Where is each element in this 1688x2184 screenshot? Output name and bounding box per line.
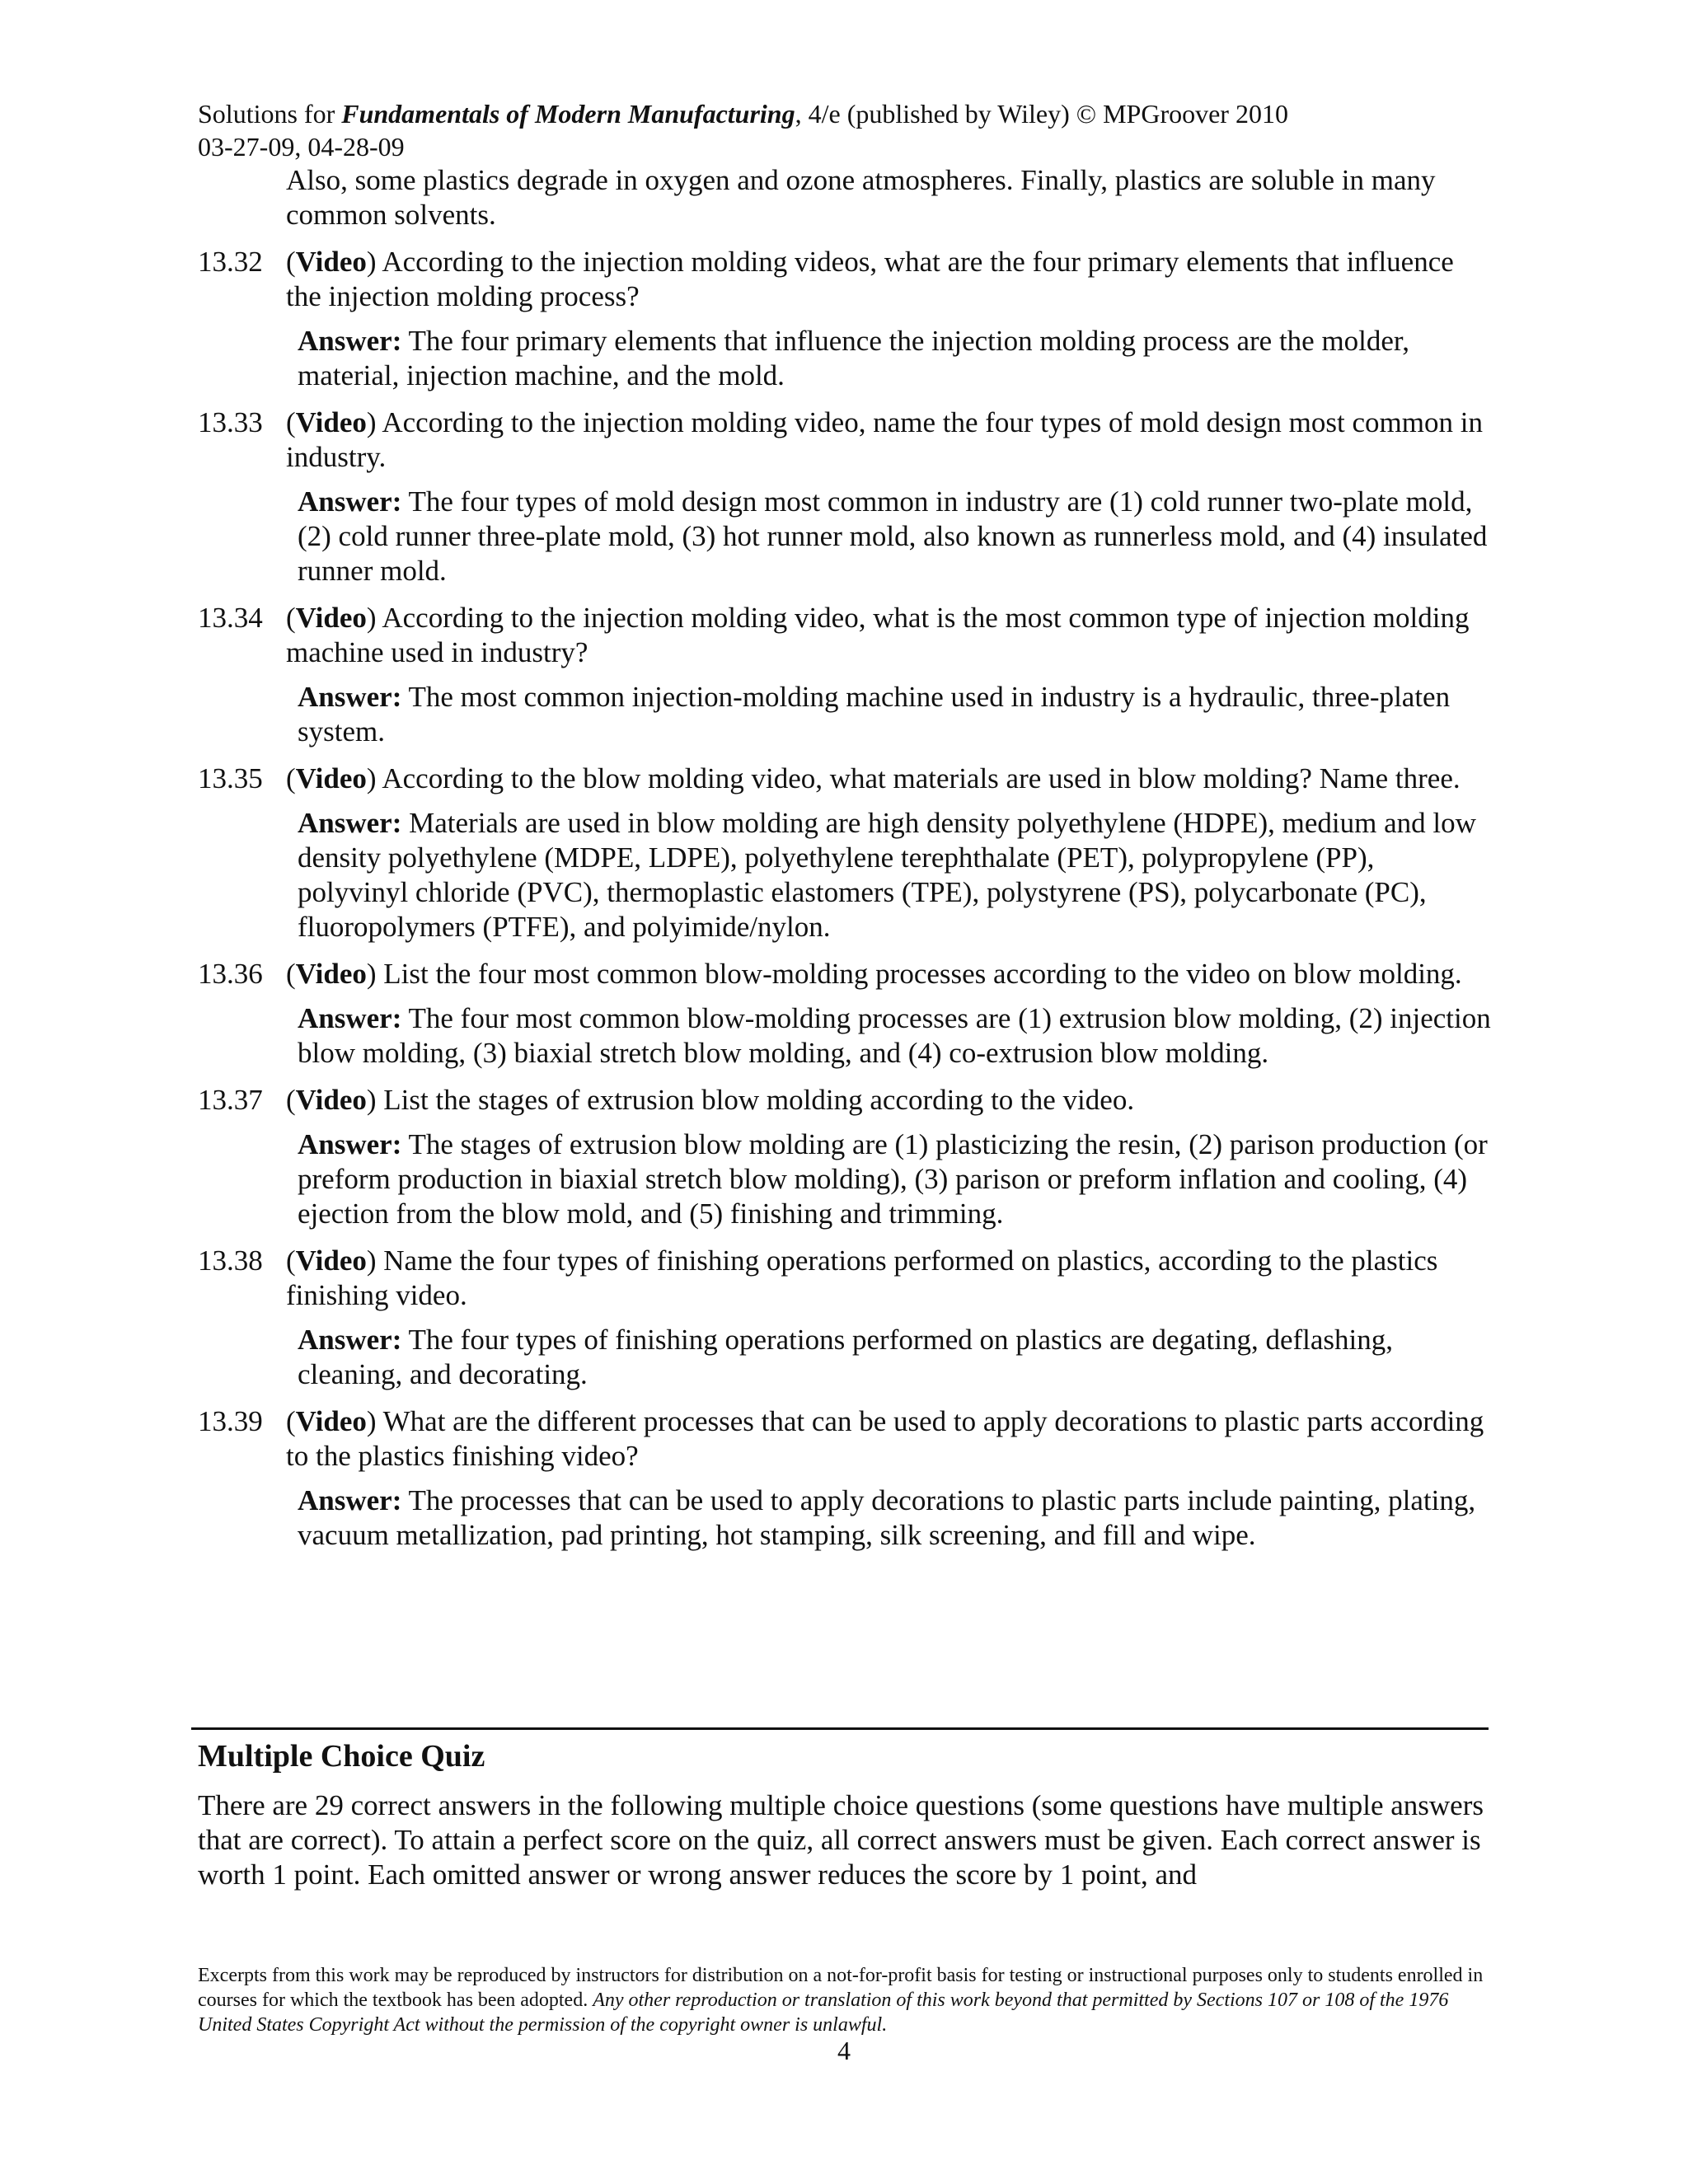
question-text: (Video) Name the four types of finishing operations performed on plastics, according to the plastics finishing video. bbox=[286, 1244, 1438, 1311]
question-number: 13.38 bbox=[198, 1244, 263, 1277]
question-body bbox=[286, 1083, 1492, 1244]
question-text: (Video) According to the injection molding video, what is the most common type of injection molding machine used in industry? bbox=[286, 602, 1470, 668]
answer-label: Answer: bbox=[298, 325, 402, 357]
question-number: 13.37 bbox=[198, 1084, 263, 1116]
question-block bbox=[198, 601, 1492, 762]
question-prompt: List the stages of extrusion blow molding according to the video. bbox=[383, 1084, 1135, 1116]
answer-content: The most common injection-molding machine used in industry is a hydraulic, three-platen system. bbox=[298, 681, 1451, 748]
question-number: 13.36 bbox=[198, 958, 263, 990]
question-prompt: According to the injection molding video, name the four types of mold design most common in industry. bbox=[286, 406, 1483, 473]
question-prompt: According to the blow molding video, what materials are used in blow molding? Name three. bbox=[382, 762, 1461, 794]
footer-italic-text: Any other reproduction or translation of this work beyond that permitted by Sections 107 or 108 of the 1976 United States Copyright Act without the permission of the copyright owner is unlawful. bbox=[198, 1990, 1449, 2036]
question-prompt: According to the injection molding video, what is the most common type of injection molding machine used in industry? bbox=[286, 602, 1470, 668]
answer-content: The stages of extrusion blow molding are (1) plasticizing the resin, (2) parison production (or preform production in biaxial stretch blow molding), (3) parison or preform inflation and cooling, (4) ejection from the blow mold, and (5) finishing and trimming. bbox=[298, 1128, 1488, 1230]
question-body bbox=[286, 405, 1492, 601]
question-block bbox=[198, 1083, 1492, 1244]
question-text: (Video) List the stages of extrusion blow molding according to the video. bbox=[286, 1084, 1135, 1116]
question-text: (Video) According to the injection molding video, name the four types of mold design most common in industry. bbox=[286, 406, 1483, 473]
page-number: 4 bbox=[837, 2036, 851, 2065]
answer-text bbox=[298, 1001, 1492, 1071]
question-number: 13.32 bbox=[198, 246, 263, 278]
answer-label: Answer: bbox=[298, 681, 402, 713]
quiz-section-title: Multiple Choice Quiz bbox=[198, 1739, 485, 1774]
answer-text bbox=[298, 680, 1492, 749]
answer-label: Answer: bbox=[298, 1324, 402, 1356]
video-label: Video bbox=[295, 958, 367, 990]
answer-content: The four types of finishing operations performed on plastics are degating, deflashing, cleaning, and decorating. bbox=[298, 1324, 1394, 1390]
question-text: (Video) According to the injection molding videos, what are the four primary elements that influence the injection molding process? bbox=[286, 246, 1454, 312]
answer-content: The four primary elements that influence the injection molding process are the molder, material, injection machine, and the mold. bbox=[298, 325, 1409, 391]
answer-label: Answer: bbox=[298, 485, 402, 518]
question-number: 13.34 bbox=[198, 602, 263, 634]
question-body bbox=[286, 957, 1492, 1083]
section-divider bbox=[191, 1727, 1489, 1730]
answer-label: Answer: bbox=[298, 807, 402, 839]
question-block bbox=[198, 1244, 1492, 1404]
video-label: Video bbox=[295, 1405, 367, 1437]
question-text: (Video) List the four most common blow-molding processes according to the video on blow molding. bbox=[286, 958, 1462, 990]
header-prefix: Solutions for bbox=[198, 99, 342, 129]
question-text: (Video) According to the blow molding video, what materials are used in blow molding? Name three. bbox=[286, 762, 1461, 794]
running-header bbox=[198, 97, 1484, 163]
question-prompt: What are the different processes that can be used to apply decorations to plastic parts according to the plastics finishing video? bbox=[286, 1405, 1484, 1472]
question-block bbox=[198, 245, 1492, 405]
question-body bbox=[286, 245, 1492, 405]
answer-text bbox=[298, 1483, 1492, 1553]
answer-text bbox=[298, 485, 1492, 588]
book-title: Fundamentals of Modern Manufacturing bbox=[341, 99, 795, 129]
question-prompt: Name the four types of finishing operations performed on plastics, according to the plastics finishing video. bbox=[286, 1244, 1438, 1311]
video-label: Video bbox=[295, 1244, 367, 1277]
answer-text bbox=[298, 806, 1492, 944]
question-body bbox=[286, 1404, 1492, 1565]
answer-content: The four types of mold design most common in industry are (1) cold runner two-plate mold, (2) cold runner three-plate mold, (3) hot runner mold, also known as runnerless mold, and (4) insulated runner mold. bbox=[298, 485, 1488, 587]
question-block bbox=[198, 957, 1492, 1083]
question-body bbox=[286, 762, 1492, 957]
answer-content: The four most common blow-molding processes are (1) extrusion blow molding, (2) injection blow molding, (3) biaxial stretch blow molding, and (4) co-extrusion blow molding. bbox=[298, 1002, 1491, 1069]
answer-label: Answer: bbox=[298, 1484, 402, 1516]
questions-content bbox=[198, 163, 1492, 1565]
answer-text bbox=[298, 324, 1492, 393]
answer-content: Materials are used in blow molding are high density polyethylene (HDPE), medium and low density polyethylene (MDPE, LDPE), polyethylene terephthalate (PET), polypropylene (PP), polyvinyl chloride (PVC), thermoplastic elastomers (TPE), polystyrene (PS), polycarbonate (PC), fluoropolymers (PTFE), and polyimide/nylon. bbox=[298, 807, 1476, 943]
question-number: 13.39 bbox=[198, 1405, 263, 1437]
question-block bbox=[198, 1404, 1492, 1565]
video-label: Video bbox=[295, 602, 367, 634]
question-prompt: List the four most common blow-molding processes according to the video on blow molding. bbox=[383, 958, 1462, 990]
question-block bbox=[198, 405, 1492, 601]
video-label: Video bbox=[295, 1084, 367, 1116]
answer-label: Answer: bbox=[298, 1002, 402, 1034]
quiz-intro-text: There are 29 correct answers in the following multiple choice questions (some questions have multiple answers that are correct). To attain a perfect score on the quiz, all correct answers must be given. Each correct answer is worth 1 point. Each omitted answer or wrong answer reduces the score by 1 point, and bbox=[198, 1789, 1484, 1891]
question-body bbox=[286, 1244, 1492, 1404]
question-number: 13.33 bbox=[198, 406, 263, 438]
video-label: Video bbox=[295, 406, 367, 438]
answer-text bbox=[298, 1323, 1492, 1392]
question-block bbox=[198, 762, 1492, 957]
header-title-line bbox=[198, 97, 1484, 130]
question-text: (Video) What are the different processes that can be used to apply decorations to plastic parts according to the plastics finishing video? bbox=[286, 1405, 1484, 1472]
header-dates: 03-27-09, 04-28-09 bbox=[198, 132, 405, 162]
answer-label: Answer: bbox=[298, 1128, 402, 1160]
video-label: Video bbox=[295, 762, 367, 794]
copyright-footer bbox=[198, 1963, 1484, 2037]
question-number: 13.35 bbox=[198, 762, 263, 794]
question-prompt: According to the injection molding videos, what are the four primary elements that influence the injection molding process? bbox=[286, 246, 1454, 312]
answer-text bbox=[298, 1127, 1492, 1231]
question-body bbox=[286, 601, 1492, 762]
header-suffix: , 4/e (published by Wiley) © MPGroover 2010 bbox=[795, 99, 1288, 129]
continuation-text: Also, some plastics degrade in oxygen and ozone atmospheres. Finally, plastics are soluble in many common solvents. bbox=[286, 164, 1436, 231]
answer-content: The processes that can be used to apply decorations to plastic parts include painting, plating, vacuum metallization, pad printing, hot stamping, silk screening, and fill and wipe. bbox=[298, 1484, 1476, 1551]
footer-plain-text: Excerpts from this work may be reproduced by instructors for distribution on a not-for-profit basis for testing or instructional purposes only to students enrolled in courses for which the textbook has been adopted. bbox=[198, 1965, 1484, 2011]
video-label: Video bbox=[295, 246, 367, 278]
